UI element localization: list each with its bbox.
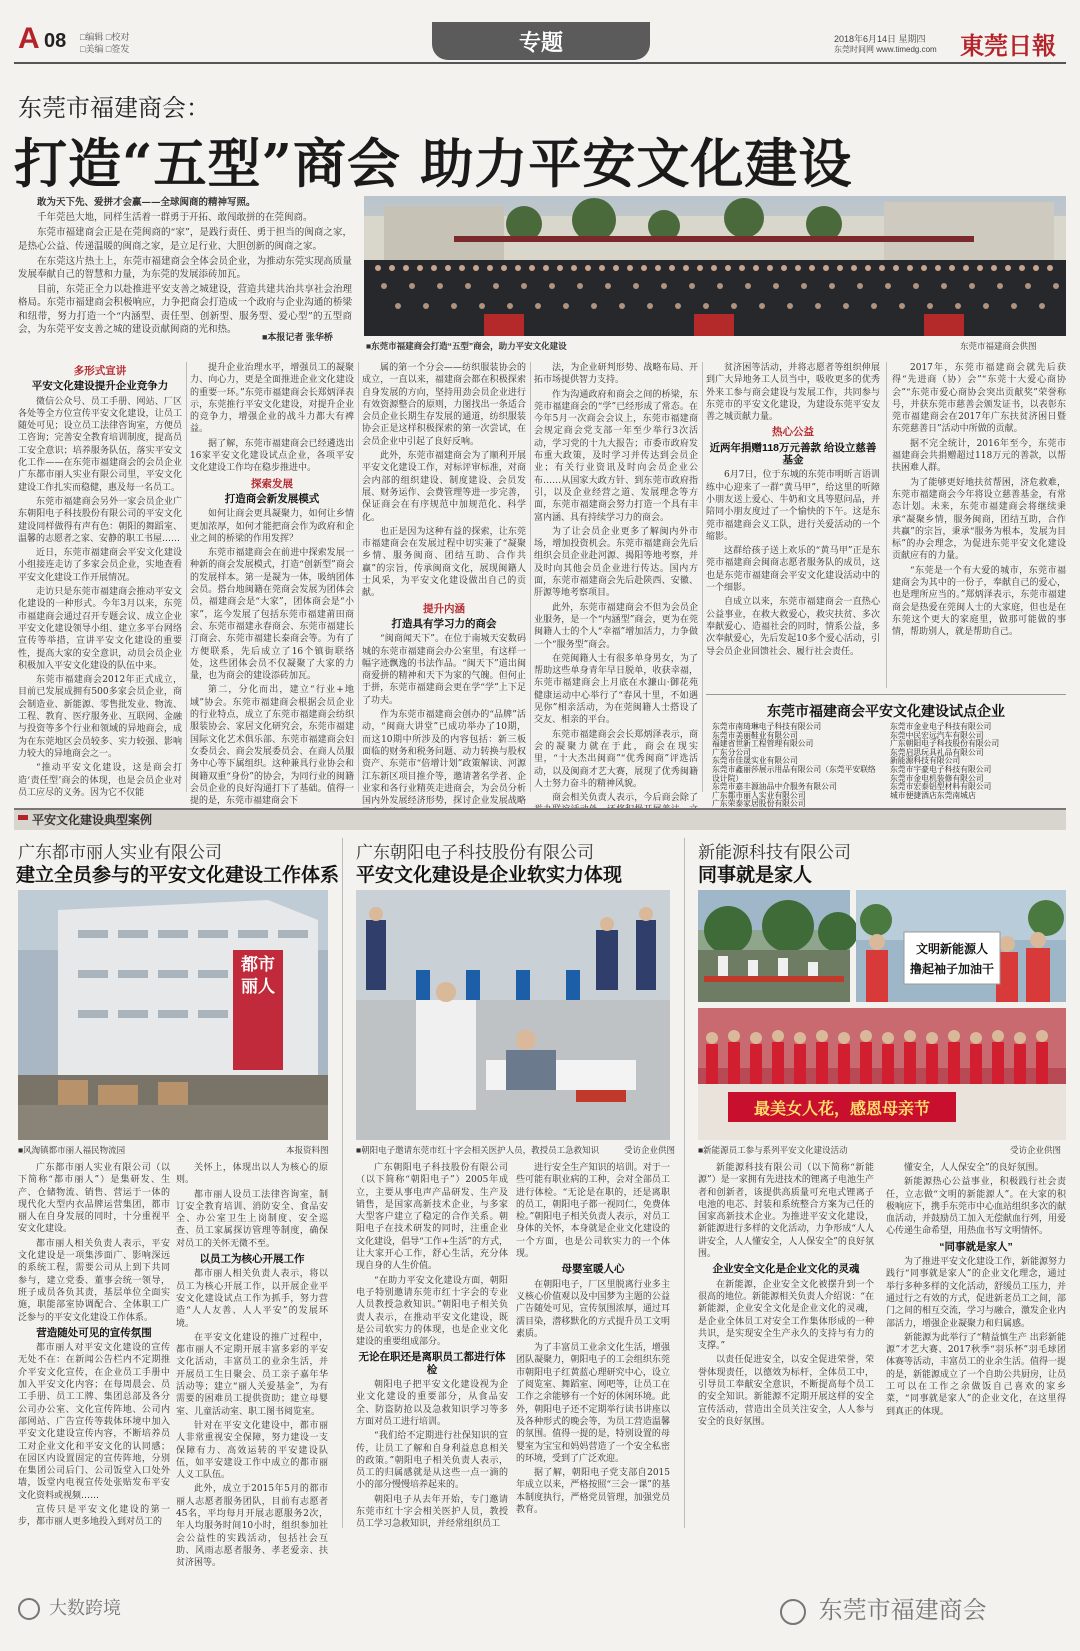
section-title: 专题 [518, 30, 563, 55]
case-b-column-2 [516, 1162, 670, 1528]
subhead: 平安文化建设提升企业竞争力 [31, 380, 169, 393]
column-rule [702, 362, 703, 792]
mothers-day-drawing [698, 1008, 1066, 1140]
column-rule [358, 362, 359, 792]
trial-enterprises-box [706, 694, 1066, 809]
column-rule [886, 362, 887, 688]
body-para: 东莞市福建商会2012年正式成立，目前已发展成拥有500多家会员企业，商会制造业、新能源、零售批发业、物流、工程、教育、医疗服务业、互联网、金融与投资等多个行业和领域的异地商会，成为在东莞地区会员较多、实力较强、影响力较大的异地商会之一。 [18, 675, 182, 759]
subhead-red: 探索发展 [251, 477, 293, 490]
body-para: 法，为企业研判形势、战略布局、开拓市场提供智力支持。 [534, 363, 698, 386]
trial-company: 东莞市金业电子科技有限公司 [890, 722, 992, 731]
group-photo [364, 196, 1066, 336]
body-para: 新能源为此举行了“精益慎生产 出彩新能源”才艺大赛、2017秋季“羽乐杯”羽毛球团体赛等活动，丰富员工的业余生活。值得一提的是，新能源成立了一个自助公共厨房，让员工可以在工作之余做饭自己喜欢的家乡菜，“同事就是家人”的企业文化，在这里得到真正的体现。 [886, 1332, 1067, 1417]
body-para: 为了能够更好地扶贫帮困，济危救难，东莞市福建商会今年将设立慈善基金，有常态计划。未来，东莞市福建商会将继续秉承“凝聚乡情，服务闽商，团结互助，合作共赢”的宗旨，秉承“服务为根本，发展为目标”的办会理念，为促进东莞平安文化建设贡献应有的力量。 [892, 477, 1066, 562]
case-c-photo-3 [698, 1008, 1066, 1140]
article-headline: 打造“五型”商会 助力平安文化建设 [14, 133, 853, 195]
body-para: 自成立以来，东莞市福建商会一直热心公益事业，在救大救爱心，救灾扶贫、多次奉献爱心、造福社会的同时，情系公益，多次奉献爱心，先后发起10多个爱心活动，引导会员企业回馈社会、履行社会责任。 [706, 597, 880, 657]
body-para: 都市丽人相关负责人表示，将以员工为核心开展工作，以开展企业平安文化建设试点工作为抓手，努力营造“人人友善、人人平安”的发展环境。 [176, 1269, 328, 1329]
cases-band-marker [18, 815, 28, 820]
subhead: 打造商会新发展模式 [224, 492, 320, 505]
trial-company: 东莞市金电机装修有限公司 [890, 773, 984, 783]
trial-company: 东莞市嘉丰源油品中介服务有限公司 [712, 782, 837, 792]
page-number: 08 [44, 30, 67, 52]
body-para: 作为东莞市福建商会创办的“品牌”活动，“闽商大讲堂”已成功举办了10期，而这10期中所涉及的内容包括：新三板面临的财务和税务问题、动力转换与股权资产、东莞市“倍增计划”政策解读、河源江东新区项目推介等，邀请著名学者、企业家和各行业精英走进商会，为会员分析国内外发展经济形势，探讨企业发展战略 [362, 710, 526, 807]
first-aid-drawing [356, 890, 670, 1140]
subhead: 企业安全文化是企业文化的灵魂 [712, 1263, 860, 1276]
cases-band-title: 平安文化建设典型案例 [32, 813, 153, 827]
body-para: 以责任促进安全，以安全促进荣誉，荣誉体现责任，以德效为标杆，全体员工中，引导员工奉献安全意识，不断提高每个员工的安全知识。新能源不定期开展这样的安全宣传活动，营造出全员关注安全，人人参与安全的良好氛围。 [698, 1355, 874, 1427]
trial-list-right [890, 723, 1066, 800]
body-para: “推动平安文化建设，这是商会打造‘责任型’商会的体现，也是会员企业对员工应尽的义务。因为它不仅能 [18, 763, 182, 798]
body-para: 都市丽人设员工法律咨询室，制订安全教育培训、消防安全、食品安全、办公室卫生上岗制度、安全巡查、员工家属探访管理等制度，确保对员工的关怀无微不至。 [176, 1189, 328, 1249]
body-para: 微信公众号、员工手册、网站、厂区各处等全方位宣传平安文化建设，让员工随处可见；设立员工法律咨询室，方便员工咨询；完善安全教育培训制度，提高员工安全意识；培养服务队伍，落实平安文化工作——在东莞市福建商会的会员企业广东都市丽人实业有限公司里，平安文化建设工作扎实而稳健，惠及每一名员工。 [18, 396, 182, 493]
case-a-photo-credit: 本报资料图 [286, 1145, 329, 1155]
body-para: 东莞市福建商会在前进中探索发展一种新的商会发展模式，打造“创新型”商会的发展样本。第一是凝为一体，吸纳团体会员。搭台地闽籍在莞商会发展为团体会员，福建商会是“大家”，团体商会是“小家”，迄今发展了包括东莞市福建莆田商会、东莞市福建永春商会、东莞市福建长汀商会、东莞市福建长泰商会等。为有了方便联系，先后成立了16个镇街联络处，这些团体会员不仅凝聚了大家的力量，也为商会的建设添砖加瓦。 [190, 548, 354, 682]
body-para: 都市丽人对平安文化建设的宣传无处不在：在新闻公告栏内不定期推介平安文化宣传，在企业员工手册中加入平安文化内容；在每周晨会、员工手册、员工工牌、集团总部及各分公司办公室、文化宣传阵地、公司内部网站、广告宣传等载体环境中加入平安文化建设宣传内容，不断培养员工对企业文化和平安文化的认同感；在园区内设置固定的宣传阵地，分别在集团公司后门、公司饭堂入口处外墙，饭堂内电视宣传处张贴发布平安文化资料或视频…… [18, 1343, 170, 1501]
slogan-board-line-1: 文明新能源人 [915, 942, 988, 956]
slogan-board-line-2: 撸起袖子加油干 [909, 962, 994, 976]
article-kicker: 东莞市福建商会： [18, 95, 210, 122]
body-para: 朝阳电子从去年开始，专门邀请东莞市红十字会相关医护人员，教授员工学习急救知识，并经常组织员工 [356, 1494, 508, 1530]
body-para: 提升企业治理水平，增强员工的凝聚力、向心力，更是全面推进企业文化建设的重要一环。”东莞市福建商会长郑炳泽表示，东莞推行平安文化建设，对提升企业的竞争力，增强企业的战斗力都大有裨益。 [190, 363, 354, 435]
column-4 [534, 362, 698, 804]
case-c-column-2 [886, 1162, 1066, 1528]
cases-band [14, 808, 1066, 830]
subhead: 母婴室暖人心 [561, 1263, 625, 1276]
body-para: 走访只是东莞市福建商会推动平安文化建设的一种形式。今年3月以来，东莞市福建商会通过召开专题会议、成立企业平安文化建设领导小组、建立多平台网络宣传等举措，宣讲平安文化建设的重要性，提高大家的安全意识，动员会员企业积极加入平安文化建设的队伍中来。 [18, 587, 182, 671]
body-para: 属的第一个分会——纺织服装协会的成立，一直以来，福建商会都在积极探索自身发展的方向，坚持用劲会员企业进行有效资源整合的原则，力图找出一条适合会员企业长期生存发展的通道，纺织服装协会正是这样积极探索的第一次尝试，在会员企业中引起了良好反响。 [362, 363, 526, 447]
trial-company: 东莞市美丽鞋业有限公司 [712, 730, 798, 740]
subhead-red: 热心公益 [772, 426, 814, 439]
body-para: 为了推进平安文化建设工作，新能源努力践行“同事就是家人”的企业文化理念，通过举行多种多样的文化活动，舒缓员工压力，并通过行之有效的方式，促进新老员工之间，部门之间的相互交流，学习与融合，激发企业内部活力，增强企业凝聚力和归属感。 [886, 1257, 1067, 1329]
trial-list-left [712, 723, 882, 809]
body-para: 贫济困等活动，并将志愿者等组织伸展到广大异地务工人员当中，吸收更多的优秀外来工参与商会建设与发展工作，共同参与东莞市的平安文化建设，为建设东莞平安友善之城贡献力量。 [706, 363, 880, 423]
subhead: 打造具有学习力的商会 [391, 617, 497, 630]
trial-company: 东莞市佳晟实业有限公司 [712, 756, 798, 766]
byline: ■本报记者 张华桥 [262, 332, 333, 342]
case-c-headline: 同事就是家人 [698, 864, 813, 886]
case-a-sign-text: 都市丽人 [241, 955, 275, 997]
column-6 [892, 362, 1066, 688]
header-site: 东莞时间网 www.timedg.com [834, 45, 937, 54]
body-para: 朝阳电子把平安文化建设视为企业文化建设的重要部分，从食品安全、防盗防抢以及急救知识学习等多方面对员工进行培训。 [356, 1380, 508, 1427]
column-rule [530, 362, 531, 792]
case-a-photo [18, 890, 328, 1140]
trial-company: 东莞市南琦琳电子科技有限公司 [712, 722, 822, 731]
building-drawing [18, 890, 328, 1140]
header-rule [14, 62, 1066, 64]
body-para: 广东都市丽人实业有限公司（以下简称“都市丽人”）是集研发、生产、仓储物流、销售、营运于一体的现代化大型内衣品牌运营集团，都市丽人在自身发展的同时，十分重视平安文化建设。 [18, 1163, 170, 1235]
watermark-right-text: 东莞市福建商会 [818, 1597, 987, 1624]
body-para: 在平安文化建设的推广过程中，都市丽人不定期开展丰富多彩的平安文化活动，丰富员工的业余生活，并开展员工生日聚会、员工亲子嘉年华活动等；建立“丽人关爱基金”，为有需要的困难员工提供资助；建立母婴室、儿童活动室、职工图书阅览室。 [176, 1332, 328, 1417]
group-photo-caption: ■东莞市福建商会打造“五型”商会，助力平安文化建设 [366, 341, 567, 351]
case-a-headline: 建立全员参与的平安文化建设工作体系 [16, 864, 340, 886]
column-2 [190, 362, 354, 807]
body-para: 都市丽人相关负责人表示，平安文化建设是一项集涉面广、影响深远的系统工程，需要公司从上到下共同参与，建立党委、董事会统一领导，班子成员各负其责，基层单位全面实施，职能部室协调配合、全体职工广泛参与的平安文化建设工作体系。 [18, 1238, 170, 1323]
subhead: 近两年捐赠118万元善款 给设立慈善基金 [709, 441, 877, 467]
case-c-photo-credit: 受访企业供图 [1010, 1145, 1062, 1155]
body-para: 宣传只是平安文化建设的第一步，都市丽人更多地投入到对员工的 [18, 1505, 170, 1528]
trial-company: 东莞中民宏远汽车有限公司 [890, 730, 984, 740]
case-a-column-2 [176, 1162, 328, 1569]
case-c-photo-caption: ■新能源员工参与系列平安文化建设活动 [698, 1145, 848, 1155]
trial-company: 新能源科技有限公司 [890, 756, 961, 766]
body-para: 新能源科技有限公司（以下简称“新能源”）是一家拥有先进技术的锂离子电池生产者和创新者，该提供高质量可充电式锂离子电池的电芯、封装和系统整合方案为己任的国家高新技术企业。为推进平安文化建设，新能源进行多样的文化活动，力争形成“人人讲安全，人人懂安全，人人保安全”的良好氛围。 [698, 1163, 874, 1260]
header-edit-line-1: □编辑 □校对 [80, 32, 130, 42]
body-para: “东莞是一个有大爱的城市，东莞市福建商会为其中的一份子，奉献自己的爱心，也是理所应当的。”郑炳泽表示，东莞市福建商会是热爱在莞闽人士的大家庭，但也是在东莞这个更大的家庭里，做那可能做的事情，帮助别人，就是帮助自己。 [892, 565, 1066, 638]
trial-company: 广东分公司 [712, 747, 751, 757]
column-rule [342, 838, 343, 1528]
case-b-headline: 平安文化建设是企业软实力体现 [356, 864, 623, 886]
body-para: 进行安全生产知识的培训。对于一些可能有职业病的工种，会对全部员工进行体检。“无论是在职的，还是离职的员工，朝阳电子都一视同仁，免费体检。”朝阳电子相关负责人表示，对员工身体的关怀，本身就是企业文化建设的一个方面，也是公司软实力的一个体现。 [516, 1163, 670, 1260]
trial-company: 广东朝阳电子科技股份有限公司 [890, 739, 1000, 749]
body-para: 关怀上，体现出以人为核心的原则。 [176, 1163, 328, 1186]
subhead-red: 提升内涵 [423, 602, 465, 615]
body-para: 东莞市福建商会另外一家会员企业广东朝阳电子科技股份有限公司的平安文化建设同样做得有声有色：朝阳的舞蹈室、温馨的志愿者之家、安静的职工书屋…… [18, 496, 182, 544]
case-a-photo-caption: ■风淘镇都市丽人福民物流园 [18, 1145, 126, 1155]
case-a-company: 广东都市丽人实业有限公司 [18, 843, 222, 862]
paper-name: 東莞日報 [960, 31, 1056, 60]
body-para: 懂安全，人人保安全”的良好氛围。 [904, 1163, 1044, 1173]
body-para: 广东朝阳电子科技股份有限公司（以下简称“朝阳电子”）2005年成立，主要从事电声产品研发、生产及销售，是国家高新技术企业，与多家大型客户建立了稳定的合作关系。朝阳电子在技术研发的同时，注重企业文化建设，倡导“工作+生活”的方式，让大家开心工作，舒心生活，充分体现自身的人生价值。 [356, 1163, 508, 1272]
subhead-red: 多形式宣讲 [73, 365, 127, 377]
case-c-column-1 [698, 1162, 874, 1528]
page-header [0, 0, 1080, 62]
subhead: 无论在职还是离职员工都进行体检 [358, 1351, 506, 1376]
trial-box-title: 东莞市福建商会平安文化建设试点企业 [767, 704, 1005, 720]
body-para: 新能源热心公益事业，积极践行社会责任，立志做“文明的新能源人”。在大家的积极响应下，携手东莞市中心血站组织多次的献血活动，并鼓励员工加入无偿献血行列，用爱心传递生命希望，用热血书写文明情怀。 [886, 1177, 1067, 1237]
trial-company: 广东都市丽人实业有限公司 [712, 790, 806, 800]
case-b-photo-credit: 受访企业供图 [624, 1145, 676, 1155]
body-para: 为了让会员企业更多了解闽内外市场，增加投资机会。东莞市福建商会先后组织会员企业赴河源、揭阳等地考察，并及时向其他会员企业进行传达。国内方面，东莞市福建商会先后赴陕西、安徽、肝源等地考察项目。 [534, 526, 698, 599]
case-c-photo-2 [856, 890, 1066, 1002]
body-para: 在朝阳电子，厂区里脱离行业多主义核心价值观以及中国梦为主题的公益广告随处可见，宣传氛围浓厚，通过耳濡目染，潜移默化的方式提升员工文明素质。 [516, 1279, 670, 1339]
body-para: 据不完全统计，2016年至今，东莞市福建商会共捐赠超过118万元的善款，以帮扶困难人群。 [892, 438, 1066, 474]
case-b-photo-caption: ■朝阳电子邀请东莞市红十字会相关医护人员，教授员工急救知识 [356, 1145, 600, 1155]
lead-para: 在东莞这片热土上，东莞市福建商会全体会员企业，为推动东莞实现高质量发展奉献自己的智慧和力量，为东莞的发展添砖加瓦。 [18, 255, 352, 281]
case-b-column-1 [356, 1162, 508, 1528]
body-para: 在新能源，企业安全文化被摆升到一个很高的地位。新能源相关负责人介绍说：“在新能源，企业安全文化是企业文化的灵魂，是企业全体员工对安全工作集体形成的一种共识，是实现安全生产永久的支持与有力的支撑。” [698, 1279, 874, 1352]
body-para: 此外，东莞市福建商会不但为会员企业服务，是一个“内涵型”商会，更为在莞闽籍人士的个人“幸福”增加活力，力争做一个“服务型”商会。 [534, 602, 698, 650]
body-para: 近日，东莞市福建商会平安文化建设小组接连走访了多家会员企业，实地查看平安文化建设工作开展情况。 [18, 548, 182, 583]
trial-company: 广东荣泰家居股份有限公司 [712, 799, 806, 809]
trial-company: 东莞启思玩具礼品有限公司 [890, 747, 984, 757]
body-para: 据了解，东莞市福建商会已经遴选出16家平安文化建设试点企业，各项平安文化建设工作均在稳步推进中。 [190, 438, 354, 474]
body-para: 6月7日，位于东城的东莞市明昕言语训练中心迎来了一群“黄马甲”，给这里的听障小朋友送上爱心、牛奶和文具等慰问品，并陪同小朋友度过了一个愉快的下午。这是东莞市福建商会义工队，进行关爱活动的一个缩影。 [706, 470, 880, 542]
header-edit-line-2: □美编 □签发 [80, 44, 130, 54]
body-para: “我们给不定期进行社保知识的宣传，让员工了解和自身利益息息相关的政策。”朝阳电子相关负责人表示，员工的归属感就是从这些一点一滴的小的部分慢慢培养起来的。 [356, 1431, 508, 1491]
subhead: 以员工为核心开展工作 [199, 1253, 305, 1266]
mothers-day-banner: 最美女人花，感恩母亲节 [753, 1099, 930, 1118]
lead-para: 千年莞邑大地，同样生活着一群勇于开拓、敢闯敢拼的在莞闽商。 [37, 212, 313, 224]
trial-company: 东莞市宏泰铝型材料有限公司 [890, 782, 992, 792]
body-para: 此外，东莞市福建商会为了顺利开展平安文化建设工作，对标评审标准，对商会内部的组织建设、制度建设、会员发展、财务运作、会费管理等进一步完善，保证商会在有序规范中加规范化、科学化。 [362, 451, 526, 523]
trial-company: 东莞市鑫丽莎展示用品有限公司（东莞平安联络设计院） [712, 764, 876, 783]
case-c-photo-1 [698, 890, 850, 1002]
lead-para: 目前，东莞正全力以赴推进平安支善之城建设，营造共建共治共享社会治理格局。东莞市福建商会积极响应，力争把商会打造成一个政府与企业沟通的桥梁和纽带，努力打造一个“内涵型、责任型、创新型、服务型、爱心型”的五型商会，为东莞平安支善之城的建设贡献闽商的光和热。 [18, 284, 352, 335]
body-para: 东莞市福建商会会长郑炳泽表示，商会的凝聚力就在于此，商会在现实里，“十大杰出闽商”“优秀闽商”评选活动，以及闽商才艺大赛，展现了优秀闽籍人士努力奋斗的精神风貌。 [534, 729, 698, 789]
group-photo-credit: 东莞市福建商会供图 [960, 341, 1037, 351]
header-date: 2018年6月14日 星期四 [834, 34, 926, 44]
column-5 [706, 362, 880, 688]
trial-company: 东莞市宇豪电子科技有限公司 [890, 764, 992, 774]
cleanup-drawing [698, 890, 850, 1002]
wechat-icon [780, 1599, 806, 1625]
column-3 [362, 362, 526, 807]
body-para: 作为沟通政府和商会之间的桥梁，东莞市福建商会的“学”已经形成了常态。在今年5月一次商会会议上，东莞市福建商会规定商会党支部一年至少举行3次活动，学习党的十九大报告；市委市政府发布重大政策，及时学习并传达到会员企业；有关行业资讯及时向会员企业公布……从国家大政方针、到东莞市政府指引，以及企业经营之道、发展理念等方面，东莞市福建商会努力打造一个具有丰富内涵、具有持续学习力的商会。 [534, 389, 698, 523]
body-para: 2017年，东莞市福建商会就先后获得“先进商（协）会”“东莞十大爱心商协会”“东莞市爱心商协会突出贡献奖”荣誉称号，并获东莞市慈善会颁发证书，以表彰东莞市福建商会在2017年广东扶贫济困日暨东莞慈善日”活动中所做的贡献。 [892, 363, 1066, 435]
column-rule [186, 362, 187, 792]
trial-company: 城市便捷酒店东莞南城店 [890, 790, 976, 800]
body-para: “闽商闻天下”。在位于南城天安数码城的东莞市福建商会办公室里，有这样一幅字迹飘逸的书法作品。“闽天下”道出闽商爱拼的精神和天下为家的气魄。但何止于拼，东莞市福建商会更在学“学”上下足了功夫。 [362, 634, 526, 706]
body-para: 这群给孩子送上欢乐的“黄马甲”正是东莞市福建商会闽商志愿者服务队的成员，这也是东莞市福建商会平安文化建设活动中的一个细影。 [706, 546, 880, 594]
case-c-company: 新能源科技有限公司 [698, 843, 851, 862]
body-para: 此外，成立于2015年5月的都市丽人志愿者服务团队，目前有志愿者45名，平均每月开展志愿服务2次，年人均服务时间10小时，组织参加社会公益性的实践活动，包括社会互助、风雨志愿者服务、孝老爱亲、扶贫济困等。 [176, 1484, 328, 1569]
body-para: 也正是因为这种有益的探索，让东莞市福建商会在发展过程中切实兼了“凝聚乡情、服务闽商、团结互助、合作共赢”的宗旨，传承闽商文化，展现闽籍人士风采，为平安文化建设做出自己的贡献。 [362, 526, 526, 599]
lead-text [18, 196, 352, 346]
watermark-left [18, 1594, 121, 1620]
body-para: 据了解，朝阳电子党支部自2015年成立以来，严格按照“三会一课”的基本制度执行，严格党员管理，加强党员教育。 [516, 1468, 670, 1516]
case-b-photo [356, 890, 670, 1140]
lead-para: 东莞市福建商会正是在莞闽商的“家”，是践行责任、勇于担当的闽商之家，是热心公益、传递温暖的闽商之家，是立足行业、大胆创新的闽商之家。 [18, 227, 352, 252]
subhead: 营造随处可见的宣传氛围 [36, 1326, 152, 1339]
body-para: 为了丰富员工业余文化生活，增强团队凝聚力，朝阳电子的工会组织东莞市朝阳电子红黄蓝心理研究中心，设立了阅览室、舞蹈室、网吧等，让员工在工作之余能够有一个好的休闲环境。此外，朝阳电子还不定期举行读书讲座以及各种形式的晚会等，为员工营造温馨的氛围。值得一提的是，特别设置的母婴室为宝宝和妈妈营造了一个安全私密的环境，受到了广泛欢迎。 [516, 1343, 670, 1464]
trial-company: 福建省世新工程管理有限公司 [712, 739, 814, 749]
column-rule [684, 838, 685, 1528]
watermark-left-text: 大数跨境 [49, 1598, 122, 1618]
subhead: “同事就是家人” [939, 1240, 1013, 1253]
column-1 [18, 362, 182, 798]
body-para: 商会相关负责人表示，今后商会除了 [552, 793, 698, 804]
group-photo-drawing [364, 196, 1066, 336]
case-a-column-1 [18, 1162, 170, 1528]
page-letter: A [18, 22, 40, 55]
watermark-right [780, 1590, 987, 1625]
wechat-icon [18, 1598, 40, 1620]
body-para: 第二，分化而出，建立“行业+地域”协会。东莞市福建商会根据会员企业的行业特点，成立了东莞市福建商会纺织服装协会、家居文化研究会，东莞市福建国际文化艺术俱乐部、东莞市福建商会妇女委员会、商会发展委员会、在商人员服务中心等下属组织。这种兼具行业协会和闽籍双重“身份”的协会，为同行业的闽籍会员企业的良好沟通打下了基础。值得一提的是，东莞市福建商会下 [190, 685, 354, 807]
body-para: “在助力平安文化建设方面，朝阳电子特别邀请东莞市红十字会的专业人员教授急救知识。”朝阳电子相关负责人表示，在推动平安文化建设，既是公司软实力的体现，也是企业文化建设的重要组成部分。 [356, 1275, 508, 1348]
body-para: 针对在平安文化建设中，都市丽人非常重视安全保障，努力建设一支保障有力、高效运转的平安建设队伍，如平安建设工作中成立的都市丽人义工队伍。 [176, 1420, 328, 1481]
lead-bold: 敢为天下先、爱拼才会赢——全球闽商的精神写照。 [37, 197, 256, 208]
body-para: 在莞闽籍人士有很多单身男女，为了帮助这些单身青年早日脱单，收获幸福，东莞市福建商会上月底在水濂山·御花苑健康运动中心举行了“春风十里，不如遇见你”相亲活动，为在莞闽籍人士搭设了交友、相亲的平台。 [534, 653, 698, 726]
case-b-company: 广东朝阳电子科技股份有限公司 [356, 843, 594, 862]
body-para: 如何让商会更具凝聚力，如何让乡情更加浓厚，如何才能把商会作为政府和企业之间的桥梁的作用发挥？ [190, 509, 354, 544]
